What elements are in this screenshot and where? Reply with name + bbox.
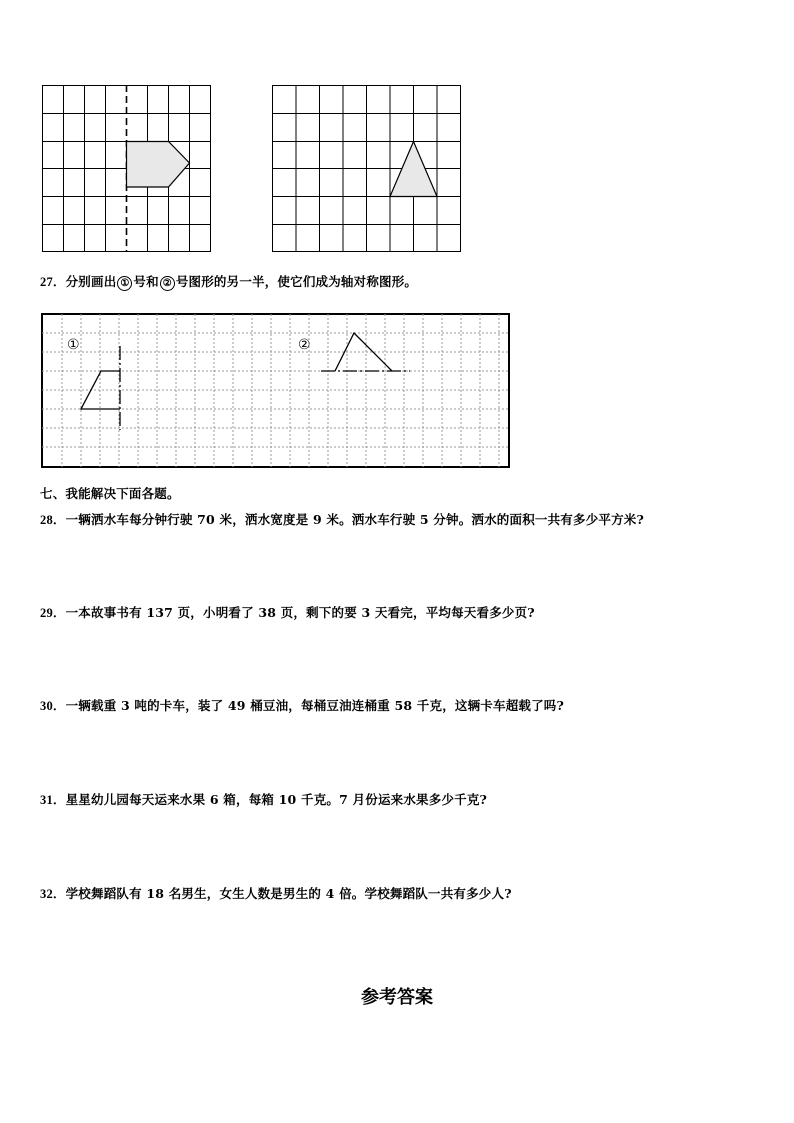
question-31 — [40, 790, 487, 808]
question-text-part: 号图形的另一半，使它们成为轴对称图形。 — [175, 274, 418, 289]
figure-label-2: ② — [298, 337, 311, 353]
question-number: 30． — [40, 699, 66, 713]
circled-number-2: ② — [160, 276, 175, 291]
question-text: 学校舞蹈队有 18 名男生，女生人数是男生的 4 倍。学校舞蹈队一共有多少人? — [65, 886, 512, 901]
question-number: 28． — [40, 513, 66, 527]
figure-label-1: ① — [67, 337, 80, 353]
section-heading-text: 七、我能解决下面各题。 — [40, 486, 180, 501]
dotted-grid-figure — [40, 312, 512, 470]
question-text: 一辆洒水车每分钟行驶 70 米，洒水宽度是 9 米。洒水车行驶 5 分钟。洒水的面积一共有多少平方米? — [65, 512, 645, 527]
question-number: 27． — [40, 275, 66, 289]
answer-heading: 参考答案 — [361, 987, 433, 1008]
question-32 — [40, 884, 512, 902]
question-30 — [40, 696, 564, 714]
grid-figure-1 — [40, 83, 214, 253]
grid-figure-2 — [270, 83, 464, 253]
pentagon-shape — [127, 142, 190, 188]
question-29 — [40, 603, 535, 621]
question-number: 32． — [40, 887, 66, 901]
question-27 — [40, 272, 417, 291]
question-text: 一本故事书有 137 页，小明看了 38 页，剩下的要 3 天看完，平均每天看多少页? — [65, 605, 535, 620]
question-text-part: 分别画出 — [65, 274, 117, 289]
circled-number-1: ① — [117, 276, 132, 291]
section-heading — [40, 484, 180, 502]
question-number: 31． — [40, 793, 66, 807]
question-text: 一辆载重 3 吨的卡车，装了 49 桶豆油，每桶豆油连桶重 58 千克，这辆卡车超载了吗? — [65, 698, 565, 713]
question-text: 星星幼儿园每天运来水果 6 箱，每箱 10 千克。7 月份运来水果多少千克? — [65, 792, 488, 807]
question-number: 29． — [40, 606, 66, 620]
question-28 — [40, 510, 644, 528]
question-text-part: 号和 — [133, 274, 159, 289]
